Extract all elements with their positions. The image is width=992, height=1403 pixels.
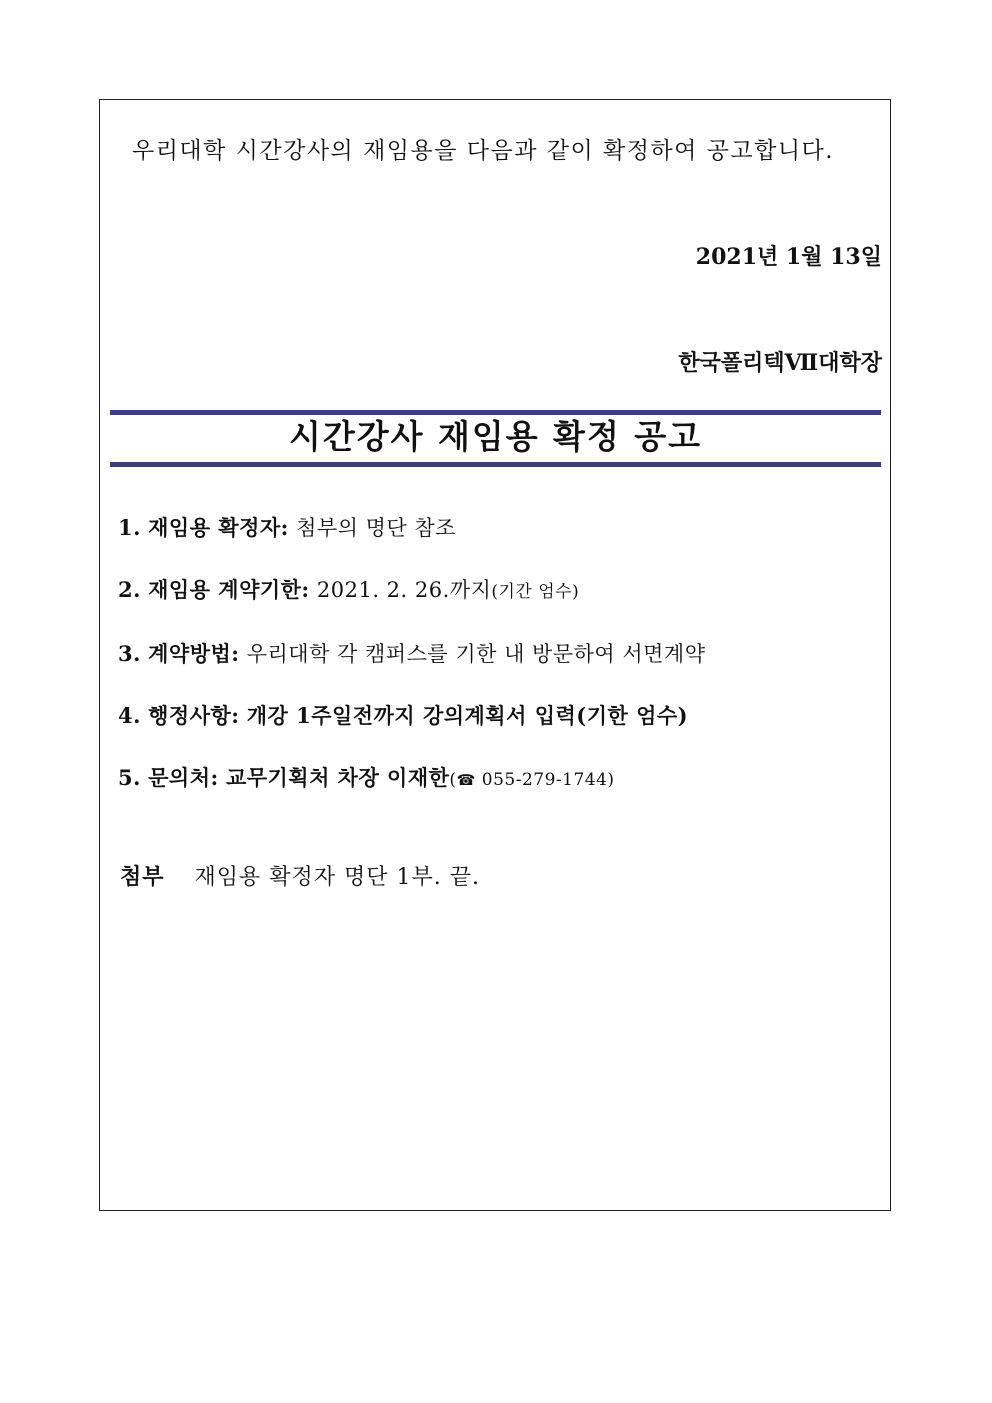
item-label: 재임용 확정자: — [148, 515, 289, 540]
phone-icon: ☎ — [456, 771, 476, 789]
item-number: 3. — [118, 641, 141, 666]
phone-open-paren: ( — [449, 770, 457, 790]
attachment-text: 재임용 확정자 명단 1부. 끝. — [194, 865, 480, 890]
item-label: 계약방법: — [148, 641, 240, 666]
item-value: 교무기획처 차장 이재한 — [225, 765, 450, 790]
phone-number: 055-279-1744) — [481, 770, 615, 790]
item-contract-method — [118, 623, 706, 685]
title-rule-bottom — [110, 462, 881, 467]
item-value: 개강 1주일전까지 강의계획서 입력(기한 엄수) — [246, 703, 689, 728]
item-value: 2021. 2. 26.까지 — [316, 578, 492, 602]
announcement-date: 2021년 1월 13일 — [695, 244, 882, 270]
attachment-line — [120, 860, 480, 891]
item-label: 재임용 계약기한: — [148, 577, 310, 602]
item-number: 4. — [118, 703, 141, 728]
item-note: (기간 엄수) — [491, 582, 580, 602]
item-administrative — [118, 685, 706, 747]
item-value: 우리대학 각 캠퍼스를 기한 내 방문하여 서면계약 — [246, 642, 706, 666]
issuer-name: 한국폴리텍Ⅶ대학장 — [678, 350, 882, 376]
item-number: 2. — [118, 577, 141, 602]
item-confirmed-persons — [118, 497, 706, 559]
intro-text: 우리대학 시간강사의 재임용을 다음과 같이 확정하여 공고합니다. — [132, 138, 835, 164]
item-value: 첨부의 명단 참조 — [296, 516, 456, 540]
item-label: 문의처: — [148, 765, 219, 790]
item-number: 1. — [118, 515, 141, 540]
item-number: 5. — [118, 765, 141, 790]
item-label: 행정사항: — [148, 703, 240, 728]
attachment-label: 첨부 — [120, 864, 165, 890]
document-title: 시간강사 재임용 확정 공고 — [288, 417, 703, 456]
announcement-items — [118, 497, 706, 811]
item-contact — [118, 747, 706, 811]
item-contract-deadline — [118, 559, 706, 623]
